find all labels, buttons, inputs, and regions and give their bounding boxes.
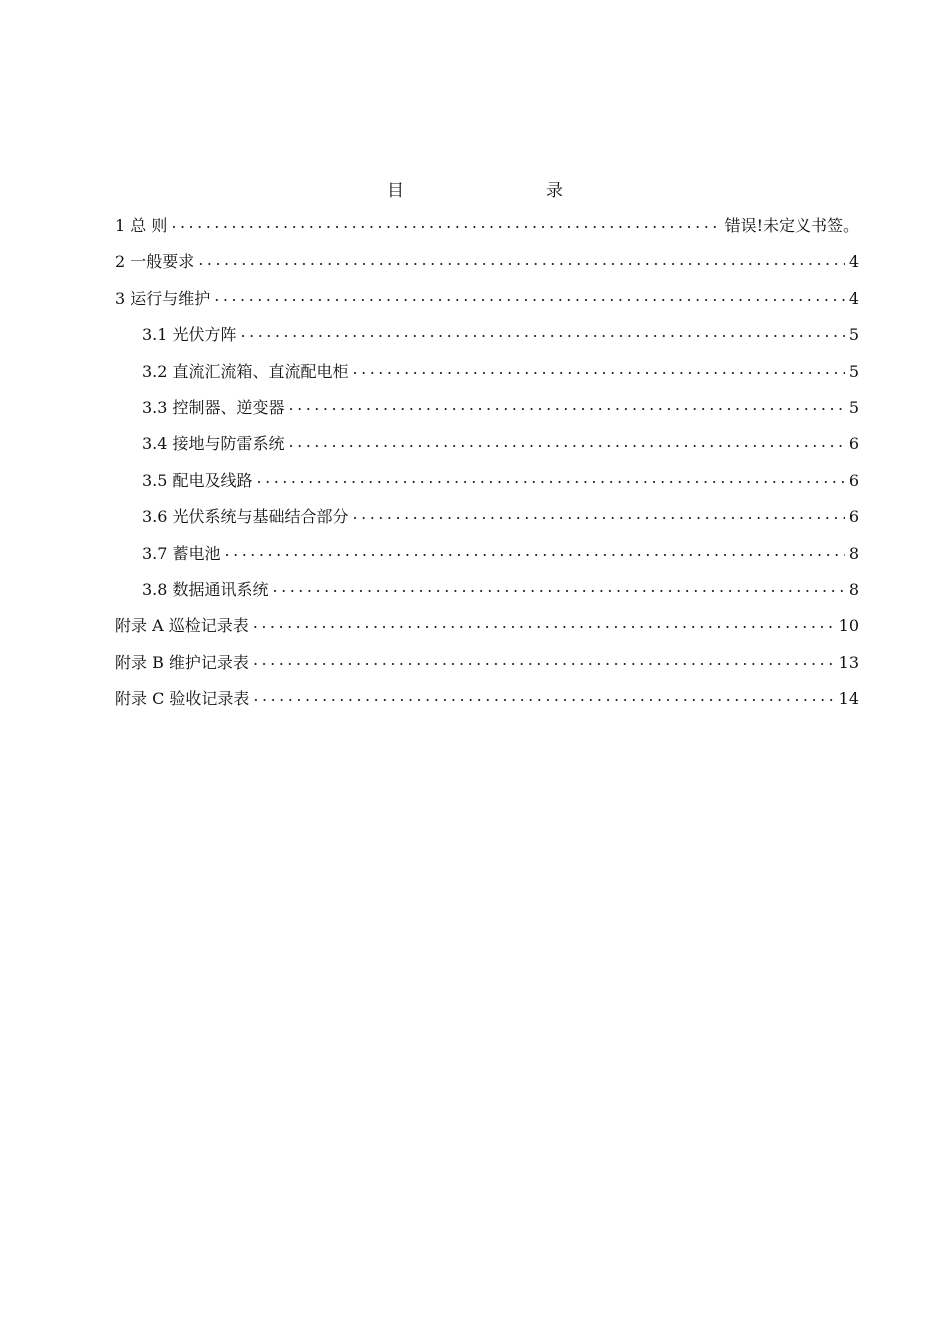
toc-entry-label: 2 一般要求 xyxy=(115,252,195,272)
toc-entry[interactable] xyxy=(115,394,859,430)
toc-entry[interactable] xyxy=(115,576,859,612)
toc-entry-page: 5 xyxy=(848,325,859,345)
toc-entry[interactable] xyxy=(115,649,859,685)
toc-entry[interactable] xyxy=(115,212,859,248)
toc-entry[interactable] xyxy=(115,685,859,721)
toc-entry-page: 6 xyxy=(848,470,859,490)
toc-entry-page: 13 xyxy=(838,652,859,672)
toc-entry-label: 3 运行与维护 xyxy=(115,288,211,308)
toc-dot-leader xyxy=(289,440,845,458)
toc-dot-leader xyxy=(257,476,845,494)
toc-dot-leader xyxy=(353,512,845,530)
toc-entry-label: 3.8 数据通讯系统 xyxy=(142,579,269,599)
toc-entry-label: 附录 C 验收记录表 xyxy=(115,689,250,709)
toc-entry-page: 14 xyxy=(838,689,859,709)
toc-dot-leader xyxy=(198,258,845,276)
table-of-contents xyxy=(115,212,859,721)
toc-entry[interactable] xyxy=(115,467,859,503)
toc-entry-label: 3.5 配电及线路 xyxy=(142,470,253,490)
toc-entry-label: 1 总 则 xyxy=(115,216,168,235)
toc-entry[interactable] xyxy=(115,358,859,394)
toc-entry-page: 5 xyxy=(848,397,859,417)
toc-entry-page: 4 xyxy=(848,288,859,308)
toc-entry-page: 4 xyxy=(848,252,859,272)
toc-entry[interactable] xyxy=(115,285,859,321)
toc-entry[interactable] xyxy=(115,612,859,648)
toc-entry[interactable] xyxy=(115,248,859,284)
toc-entry-label: 3.4 接地与防雷系统 xyxy=(142,434,285,454)
toc-dot-leader xyxy=(253,658,835,676)
toc-dot-leader xyxy=(225,549,845,567)
toc-dot-leader xyxy=(289,403,845,421)
toc-entry-page: 8 xyxy=(848,579,859,599)
toc-dot-leader xyxy=(253,621,835,639)
toc-dot-leader xyxy=(253,694,834,712)
toc-dot-leader xyxy=(241,330,845,348)
toc-entry[interactable] xyxy=(115,540,859,576)
toc-dot-leader xyxy=(353,367,845,385)
toc-dot-leader xyxy=(171,221,720,239)
toc-entry-page: 错误!未定义书签。 xyxy=(724,216,859,235)
toc-dot-leader xyxy=(214,294,845,312)
toc-entry-label: 3.6 光伏系统与基础结合部分 xyxy=(142,507,349,527)
toc-entry-page: 10 xyxy=(838,616,859,636)
toc-entry-page: 8 xyxy=(848,543,859,563)
toc-entry-label: 3.2 直流汇流箱、直流配电柜 xyxy=(142,361,349,381)
toc-title: 目 录 xyxy=(387,181,599,201)
toc-entry-label: 附录 A 巡检记录表 xyxy=(115,616,249,636)
toc-entry[interactable] xyxy=(115,503,859,539)
toc-entry[interactable] xyxy=(115,430,859,466)
toc-entry-label: 3.3 控制器、逆变器 xyxy=(142,397,285,417)
toc-entry-page: 6 xyxy=(848,507,859,527)
toc-entry-label: 附录 B 维护记录表 xyxy=(115,652,249,672)
toc-entry-page: 5 xyxy=(848,361,859,381)
toc-entry[interactable] xyxy=(115,321,859,357)
toc-entry-page: 6 xyxy=(848,434,859,454)
toc-entry-label: 3.7 蓄电池 xyxy=(142,543,221,563)
toc-entry-label: 3.1 光伏方阵 xyxy=(142,325,237,345)
toc-dot-leader xyxy=(273,585,845,603)
